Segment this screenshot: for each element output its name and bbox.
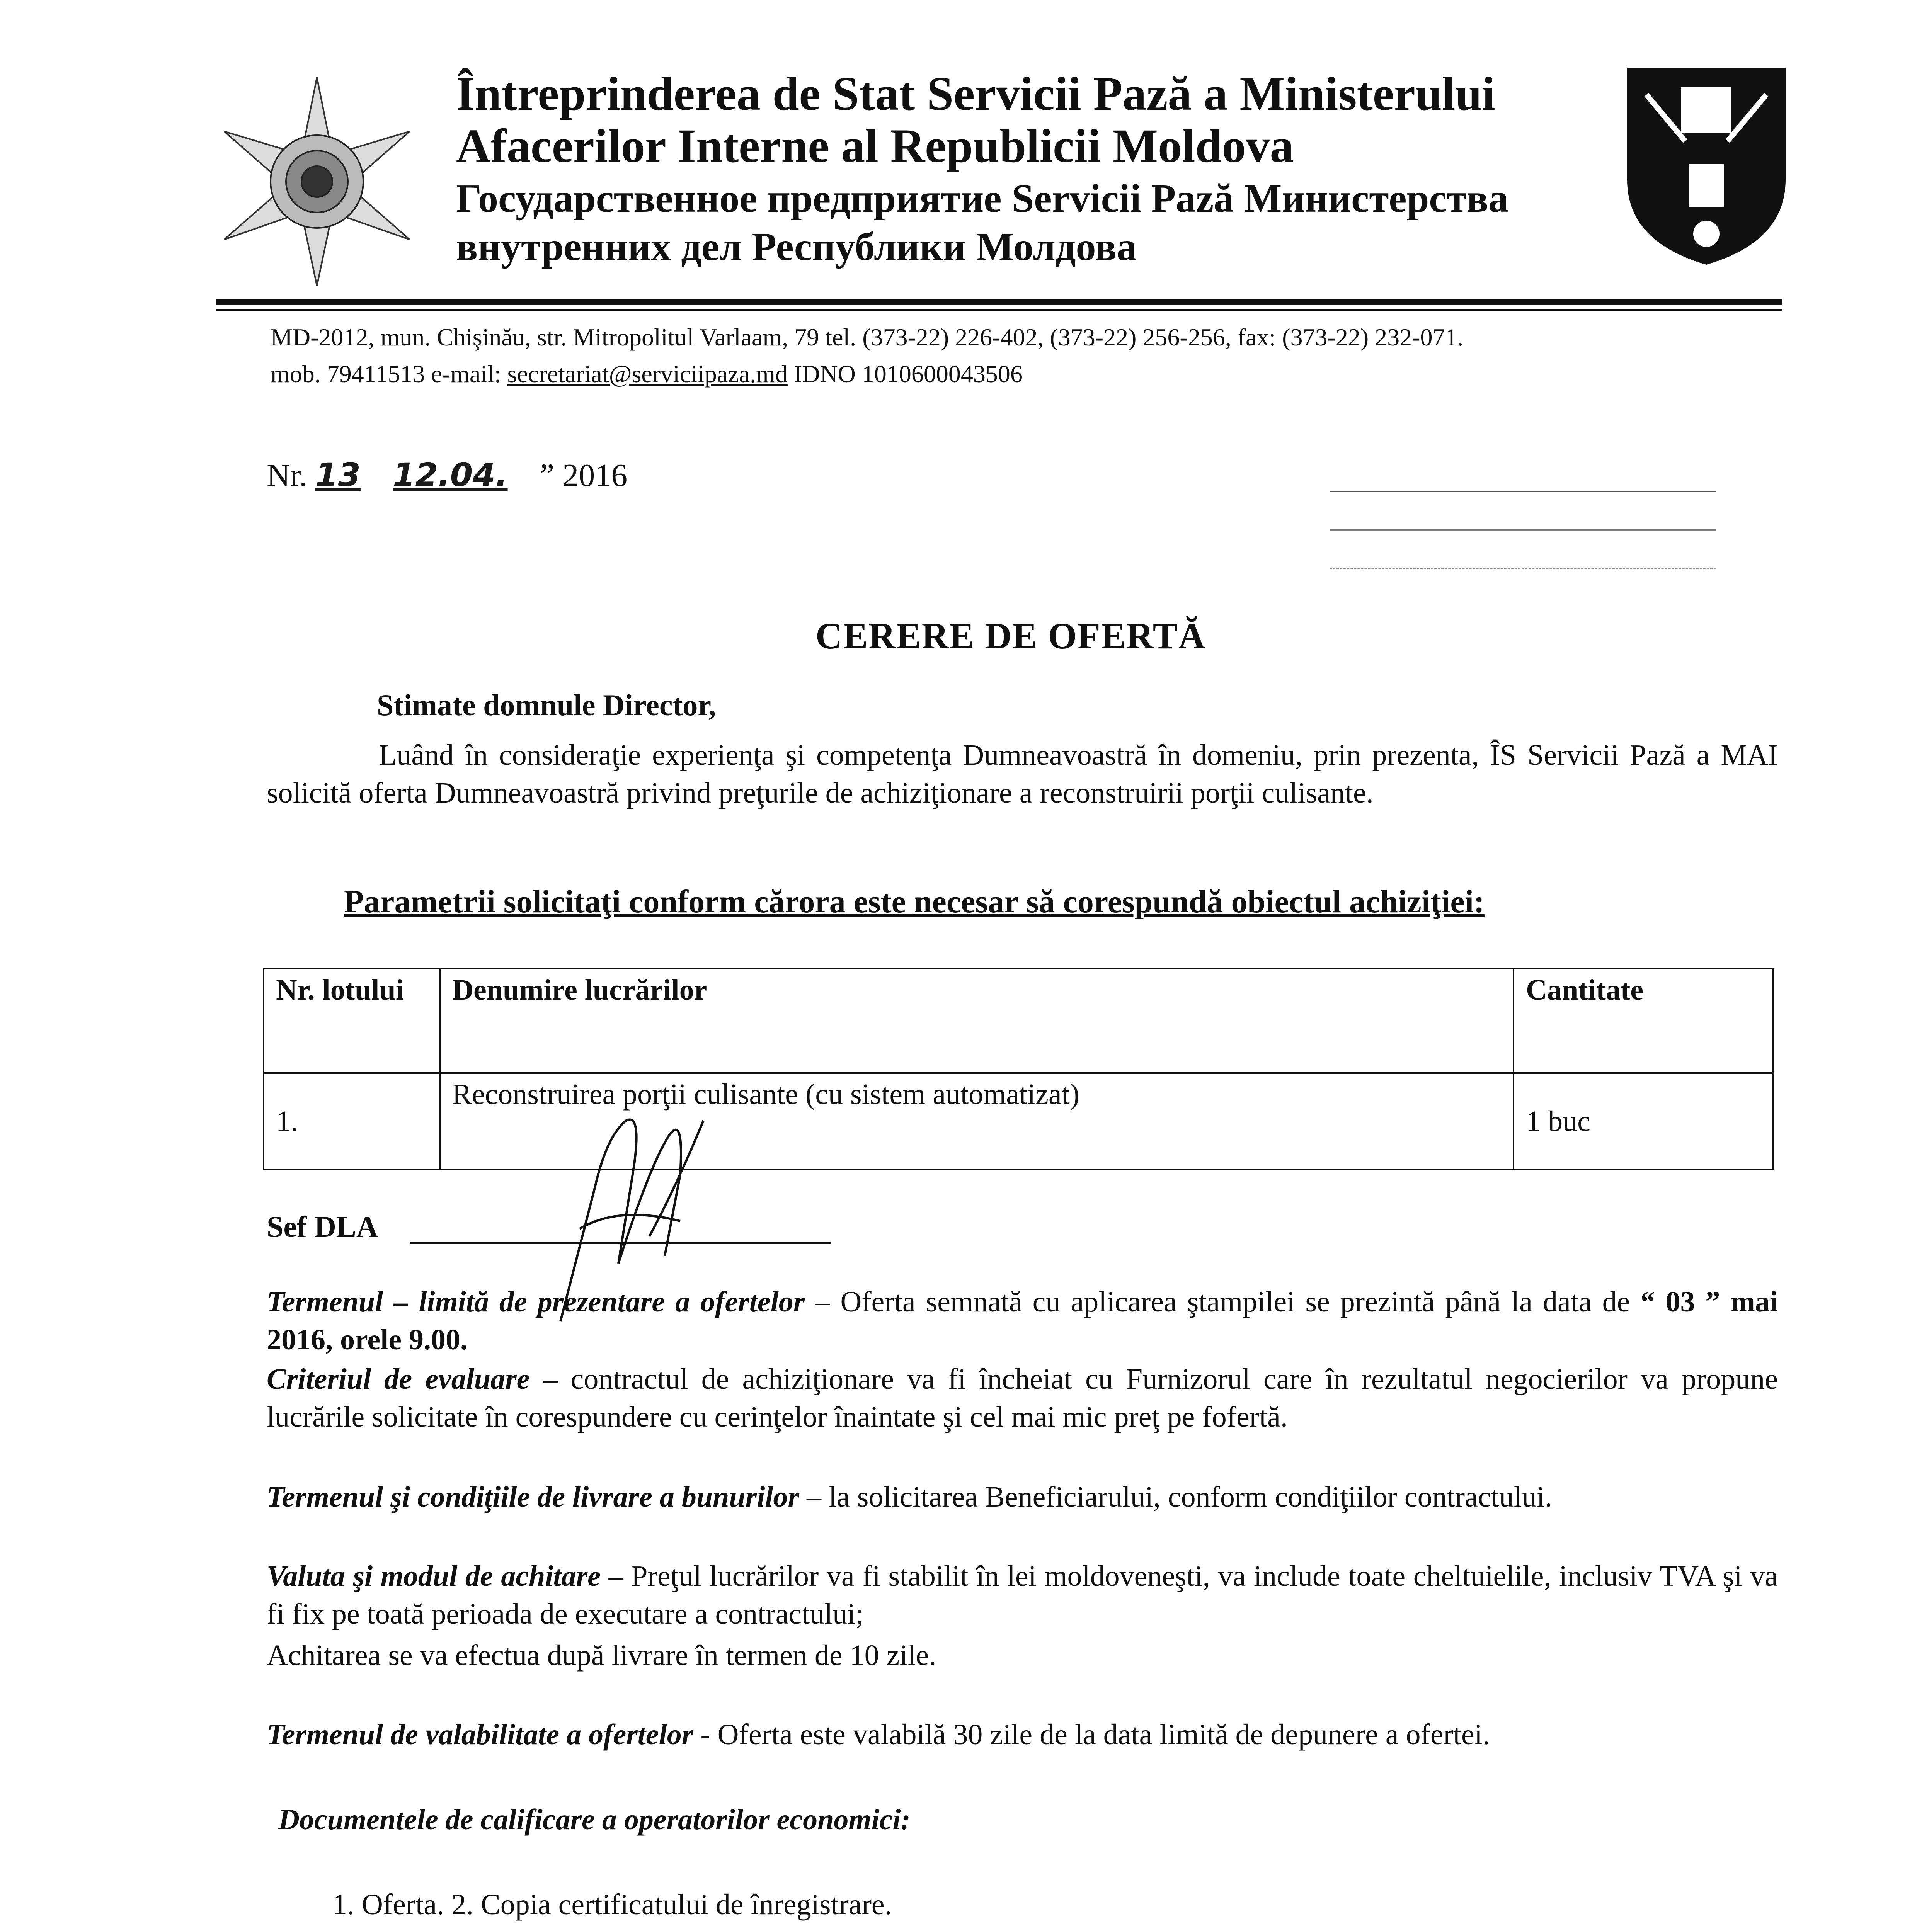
header-rule-thick (216, 299, 1782, 305)
recipient-line-3 (1330, 568, 1716, 569)
term-deadline-label: Termenul – limită de prezentare a ofertelor (267, 1286, 805, 1318)
term-delivery-text: – la solicitarea Beneficiarului, conform condiţiilor contractului. (799, 1481, 1552, 1513)
header-mobile: mob. 79411513 e-mail: (271, 360, 507, 388)
table-header-name: Denumire lucrărilor (440, 969, 1514, 1073)
sef-dla-label: Sef DLA (267, 1210, 378, 1243)
term-payment-note: Achitarea se va efectua după livrare în termen de 10 zile. (267, 1639, 936, 1672)
term-criteria (267, 1360, 1778, 1436)
table-header-row (264, 969, 1773, 1073)
header-idno: IDNO 1010600043506 (787, 360, 1023, 388)
header-email-link[interactable]: secretariat@serviciipaza.md (507, 360, 788, 388)
table-header-qty: Cantitate (1514, 969, 1773, 1073)
term-criteria-text: – contractul de achiziţionare va fi încheiat cu Furnizorul care în rezultatul negocierilor va propune lucrările solicitate în corespundere cu cerinţelor înaintate şi cel mai mic preţ pe fofertă. (267, 1363, 1778, 1433)
reference-nr-label: Nr. (267, 457, 307, 493)
reference-year: ” 2016 (540, 457, 628, 493)
term-validity-label: Termenul de valabilitate a ofertelor (267, 1718, 693, 1751)
ministry-star-emblem (209, 73, 425, 290)
header-contacts (271, 355, 1023, 393)
params-heading: Parametrii solicitaţi conform cărora este necesar să corespundă obiectul achiziţiei: (344, 884, 1485, 920)
document-title: CERERE DE OFERTĂ (815, 615, 1206, 656)
reference-nr-value: 13 (315, 456, 361, 494)
term-delivery (267, 1478, 1778, 1516)
term-validity-text: - Oferta este valabilă 30 zile de la data limită de depunere a ofertei. (693, 1718, 1490, 1751)
salutation: Stimate domnule Director, (377, 688, 716, 722)
header-rule-thin (216, 309, 1782, 311)
term-payment (267, 1557, 1778, 1633)
term-criteria-label: Criteriul de evaluare (267, 1363, 530, 1395)
header-address: MD-2012, mun. Chişinău, str. Mitropolitul Varlaam, 79 tel. (373-22) 226-402, (373-22) 256-256, fax: (373-22) 232-071. (271, 323, 1464, 351)
term-deadline-text: – Oferta semnată cu aplicarea ştampilei se prezintă până la data de (805, 1286, 1641, 1318)
term-deadline-date: “ 03 ” mai 2016, orele 9.00. (267, 1286, 1778, 1356)
term-payment-text: – Preţul lucrărilor va fi stabilit în lei moldoveneşti, va include toate cheltuielile, inclusiv TVA şi va fi fix pe toată perioada de executare a contractului; (267, 1560, 1778, 1630)
reference-date-value: 12.04. (393, 456, 508, 494)
reference-line (267, 456, 627, 494)
term-validity (267, 1716, 1778, 1753)
guard-shield-emblem (1623, 64, 1789, 269)
table-cell-qty: 1 buc (1514, 1073, 1773, 1170)
table-cell-name: Reconstruirea porţii culisante (cu sistem automatizat) (440, 1073, 1514, 1170)
lot-table (263, 968, 1774, 1170)
header-title-line2: Afacerilor Interne al Republicii Moldova (456, 119, 1294, 172)
table-row (264, 1073, 1773, 1170)
term-payment-label: Valuta şi modul de achitare (267, 1560, 601, 1592)
qualification-docs-label: Documentele de calificare a operatorilor economici: (278, 1803, 911, 1836)
recipient-line-2 (1330, 529, 1716, 531)
header-ru-line1: Государственное предприятие Servicii Pază Министерства (456, 176, 1508, 221)
term-delivery-label: Termenul şi condiţiile de livrare a bunurilor (267, 1481, 800, 1513)
qualification-docs-list: 1. Oferta. 2. Copia certificatului de înregistrare. (332, 1888, 892, 1921)
intro-paragraph: Luând în consideraţie experienţa şi competenţa Dumneavoastră în domeniu, prin prezenta, ÎS Servicii Pază a MAI solicită oferta Dumneavoastră privind preţurile de achiziţionare a reconstruirii porţii culisante. (267, 739, 1778, 809)
recipient-line-1 (1330, 491, 1716, 492)
table-header-nr: Nr. lotului (264, 969, 440, 1073)
header-ru-line2: внутренних дел Республики Молдова (456, 224, 1137, 269)
table-cell-nr: 1. (264, 1073, 440, 1170)
term-deadline (267, 1283, 1778, 1359)
header-title-line1: Întreprinderea de Stat Servicii Pază a Ministerului (456, 67, 1495, 120)
